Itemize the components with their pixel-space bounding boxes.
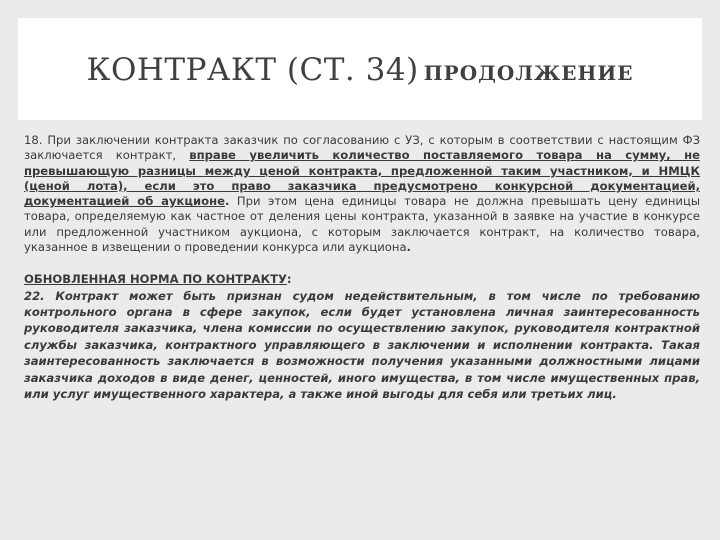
para1-emphasis: вправе увеличить количество поставляемого товара на сумму, не превышающую разницы между ценой контракта, предложенной таким участником, и НМЦК (ценой лота), если это право заказчика предусмотрено конкурсной документацией, документацией об аукционе: [24, 148, 701, 209]
para1-end-dot: .: [224, 194, 230, 209]
para1-final-dot: .: [406, 240, 411, 255]
para1-intro: 18. При заключении контракта заказчик по согласованию с УЗ, с которым в соответствии с настоящим ФЗ заключается контракт,: [24, 133, 700, 163]
slide-body: [24, 133, 700, 403]
updated-norm-text: 22. Контракт может быть признан судом недействительным, в том числе по требованию контрольного органа в сфере закупок, если будет установлена личная заинтересованность руководителя заказчика, члена комиссии по осуществлению закупок, руководителя контрактной службы заказчика, контрактного управляющего в заключении и исполнении контракта. Такая заинтересованность заключается в возможности получения указанными должностными лицами заказчика доходов в виде денег, ценностей, иного имущества, в том числе имущественных прав, или услуг имущественного характера, а также иной выгоды для себя или третьих лиц.: [24, 288, 700, 402]
paragraph-18: [24, 133, 700, 255]
slide-title: [18, 52, 702, 88]
paragraph-updated-norm: [24, 272, 700, 402]
title-box: [18, 18, 702, 120]
updated-norm-heading: ОБНОВЛЕННАЯ НОРМА ПО КОНТРАКТУ: [24, 272, 287, 287]
title-continuation: ПРОДОЛЖЕНИЕ: [423, 61, 634, 85]
title-main: КОНТРАКТ (СТ. 34): [86, 52, 419, 88]
para1-rest: При этом цена единицы товара не должна превышать цену единицы товара, определяемую как частное от деления цены контракта, указанной в заявке на участие в конкурсе или предложенной участником аукциона, с которым заключается контракт, на количество товара, указанное в извещении о проведении конкурса или аукциона: [24, 194, 700, 255]
updated-norm-colon: :: [286, 272, 292, 287]
